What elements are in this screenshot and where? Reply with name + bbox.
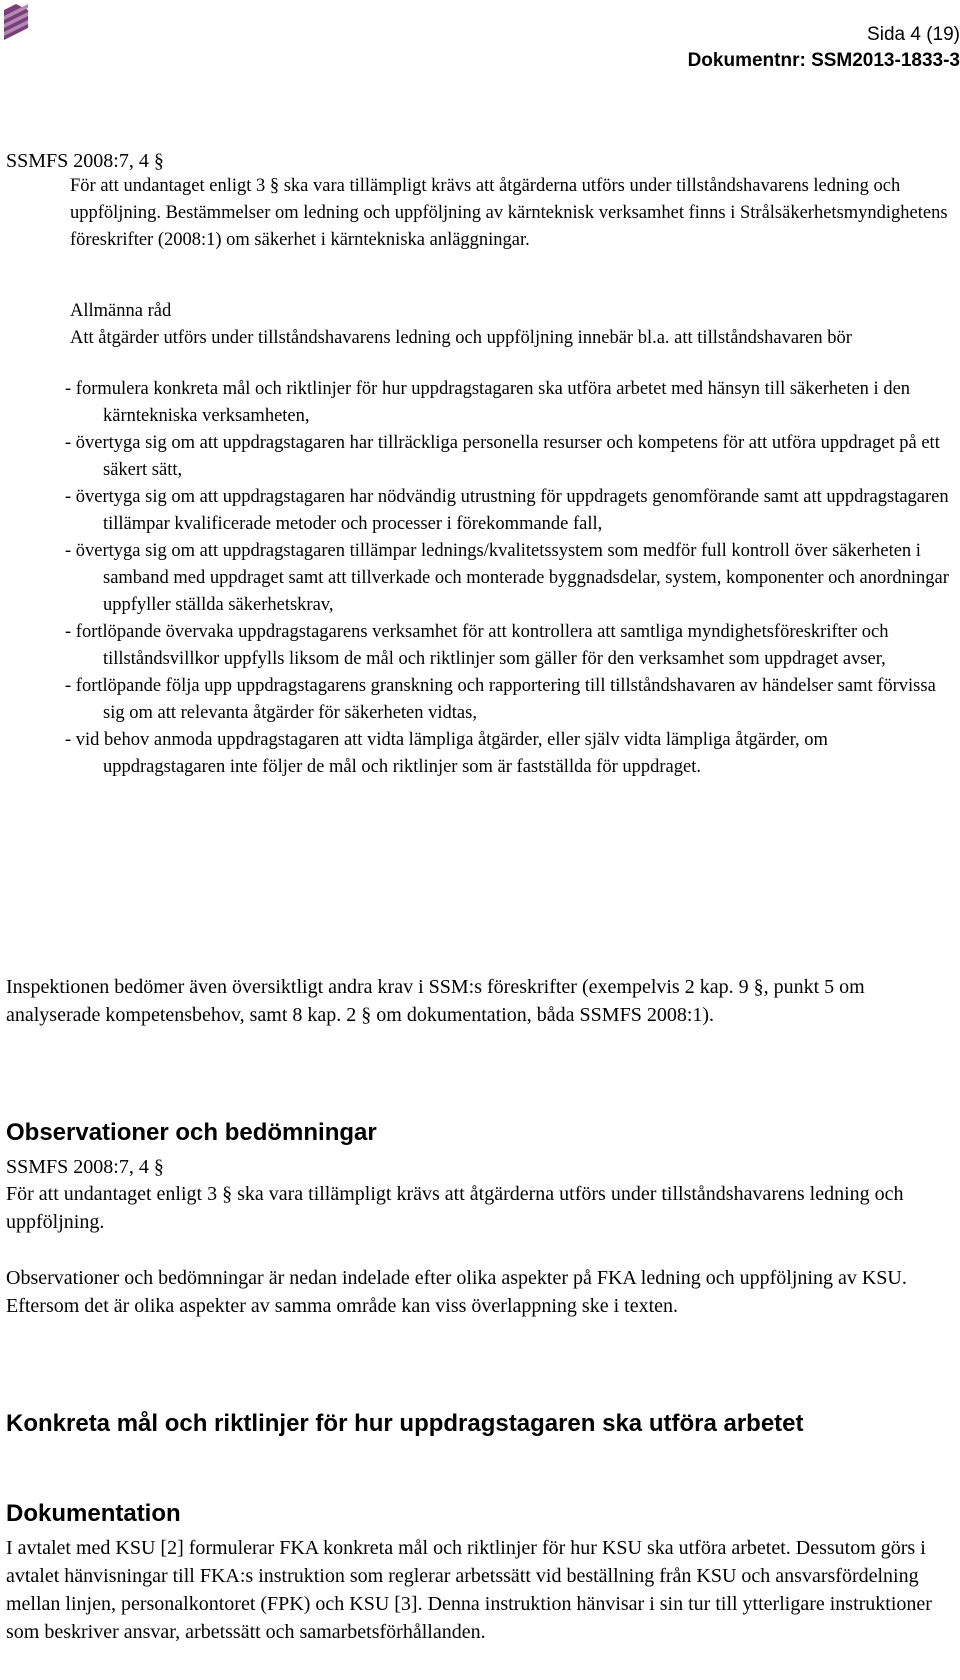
- page-number: Sida 4 (19): [867, 24, 960, 45]
- regulation-reference: SSMFS 2008:7, 4 §: [6, 150, 164, 172]
- list-item: - fortlöpande följa upp uppdragstagarens granskning och rapportering till tillståndshavaren av händelser samt förvissa sig om att relevanta åtgärder för säkerheten vidtas,: [65, 676, 936, 723]
- documentation-heading: Dokumentation: [6, 1500, 181, 1527]
- goals-heading: Konkreta mål och riktlinjer för hur uppdragstagaren ska utföra arbetet: [6, 1410, 804, 1437]
- list-item: - övertyga sig om att uppdragstagaren tillämpar lednings/kvalitetssystem som medför full kontroll över säkerheten i samband med uppdraget samt att tillverkade och monterade byggnadsdelar, system, komponenter och anordningar uppfyller ställda säkerhetskrav,: [65, 541, 949, 615]
- observations-reference: SSMFS 2008:7, 4 §: [6, 1156, 164, 1178]
- regulation-text: För att undantaget enligt 3 § ska vara tillämpligt krävs att åtgärderna utförs under tillståndshavarens ledning och uppföljning. Bestämmelser om ledning och uppföljning av kärnteknisk verksamhet finns i Strålsäkerhetsmyndighetens föreskrifter (2008:1) om säkerhet i kärntekniska anläggningar.: [70, 176, 948, 250]
- list-item: - formulera konkreta mål och riktlinjer för hur uppdragstagaren ska utföra arbetet med hänsyn till säkerheten i den kärntekniska verksamheten,: [65, 379, 911, 426]
- list-item: - övertyga sig om att uppdragstagaren har tillräckliga personella resurser och kompetens för att utföra uppdraget på ett säkert sätt,: [65, 433, 940, 480]
- list-item: - fortlöpande övervaka uppdragstagarens verksamhet för att kontrollera att samtliga myndighetsföreskrifter och tillståndsvillkor uppfylls liksom de mål och riktlinjer som gäller för den verksamhet som uppdraget avser,: [65, 622, 889, 669]
- page-header: [688, 22, 960, 74]
- list-item: - övertyga sig om att uppdragstagaren har nödvändig utrustning för uppdragets genomförande samt att uppdragstagaren tillämpar kvalificerade metoder och processer i förekommande fall,: [65, 487, 949, 534]
- document-number: Dokumentnr: SSM2013-1833-3: [687, 50, 960, 71]
- general-advice-list: [65, 376, 950, 781]
- general-advice-heading: Allmänna råd: [70, 301, 172, 321]
- inspection-text: Inspektionen bedömer även översiktligt andra krav i SSM:s föreskrifter (exempelvis 2 kap. 9 §, punkt 5 om analyserade kompetensbehov, samt 8 kap. 2 § om dokumentation, båda SSMFS 2008:1).: [6, 976, 865, 1026]
- ssm-logo-icon: [2, 2, 30, 44]
- documentation-text: I avtalet med KSU [2] formulerar FKA konkreta mål och riktlinjer för hur KSU ska utföra arbetet. Dessutom görs i avtalet hänvisningar till FKA:s instruktion som reglerar arbetssätt vid beställning från KSU och ansvarsfördelning mellan linjen, personalkontoret (FPK) och KSU [3]. Denna instruktion hänvisar i sin tur till ytterligare instruktioner som beskriver ansvar, arbetssätt och samarbetsförhållanden.: [6, 1537, 932, 1643]
- observations-regulation-text: För att undantaget enligt 3 § ska vara tillämpligt krävs att åtgärderna utförs under tillståndshavarens ledning och uppföljning.: [6, 1183, 904, 1233]
- list-item: - vid behov anmoda uppdragstagaren att vidta lämpliga åtgärder, eller själv vidta lämpliga åtgärder, om uppdragstagaren inte följer de mål och riktlinjer som är fastställda för uppdraget.: [65, 730, 828, 777]
- observations-heading: Observationer och bedömningar: [6, 1119, 377, 1146]
- general-advice-intro: Att åtgärder utförs under tillståndshavarens ledning och uppföljning innebär bl.a. att tillståndshavaren bör: [70, 328, 852, 348]
- observations-intro: Observationer och bedömningar är nedan indelade efter olika aspekter på FKA ledning och uppföljning av KSU. Eftersom det är olika aspekter av samma område kan viss överlappning ske i texten.: [6, 1267, 907, 1317]
